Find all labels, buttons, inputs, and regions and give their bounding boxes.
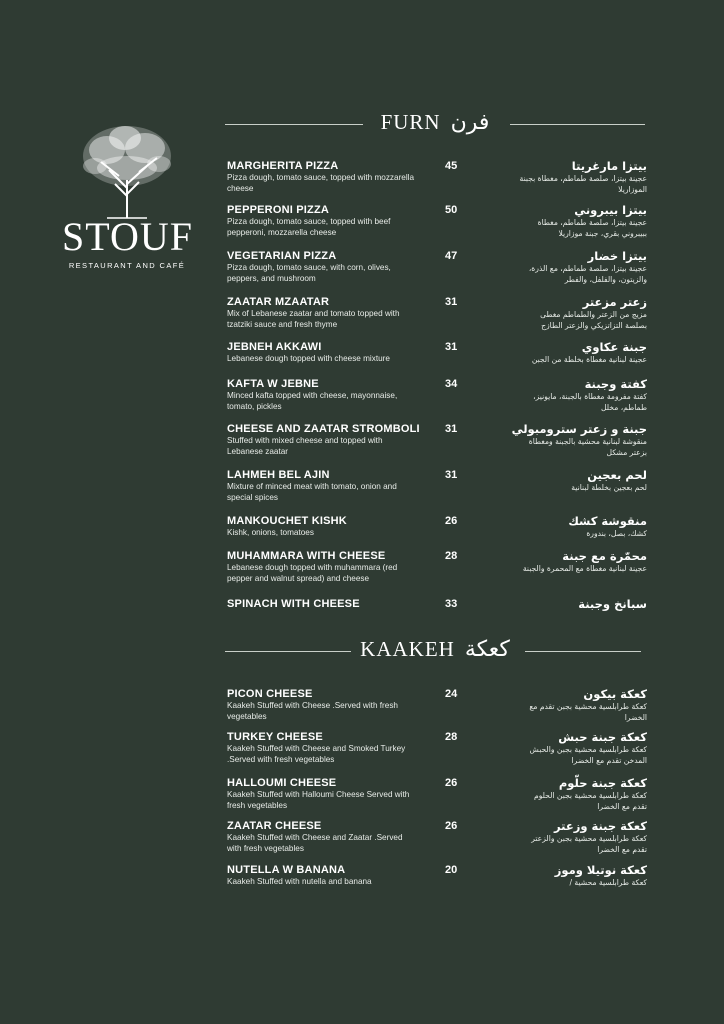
item-description: Kaakeh Stuffed with Cheese .Served with fresh vegetables	[227, 701, 398, 721]
item-description-ar: عجينة بيتزا، صلصة طماطم، مغطاة ببيبروني بقري، جبنة موزاريلا	[537, 218, 647, 238]
logo	[62, 118, 192, 270]
item-name-ar: زعتر مزعتر	[582, 295, 647, 309]
item-description: Mixture of minced meat with tomato, onion and special spices	[227, 482, 397, 502]
item-description: Lebanese dough topped with cheese mixture	[227, 354, 390, 363]
divider-right	[525, 651, 641, 652]
item-name-ar: كفتة وجبنة	[584, 377, 647, 391]
item-name-ar: كعكة جبنة وزعتر	[554, 819, 647, 833]
item-name: PICON CHEESE	[227, 688, 313, 700]
item-name-ar: محمّرة مع جبنة	[562, 549, 647, 563]
item-name-ar: بيتزا خضار	[587, 249, 647, 263]
item-description-ar: كعكة طرابلسية محشية بجبن والزعتر تقدم مع الخضرا	[531, 834, 647, 854]
item-description-ar: كعكة طرابلسية محشية /	[569, 878, 647, 887]
item-description: Kishk, onions, tomatoes	[227, 528, 314, 537]
item-description-ar: عجينة لبنانية مغطاة بخلطة من الجبن	[531, 355, 647, 364]
item-name: NUTELLA W BANANA	[227, 864, 346, 876]
section-title-ar: كعكة	[464, 637, 510, 662]
section-title-furn	[225, 110, 645, 135]
section-header-furn	[225, 110, 645, 140]
item-name: SPINACH WITH CHEESE	[227, 598, 360, 610]
section-title-en: KAAKEH	[360, 637, 455, 661]
item-price: 24	[445, 688, 458, 700]
item-name-ar: بيتزا بيبروني	[574, 203, 647, 217]
item-name: ZAATAR CHEESE	[227, 820, 322, 832]
item-description: Mix of Lebanese zaatar and tomato topped with tzatziki sauce and fresh thyme	[227, 309, 400, 329]
item-name-ar: كعكة جبنة حلّوم	[558, 776, 647, 790]
item-description-ar: لحم بعجين بخلطة لبنانية	[571, 483, 647, 492]
item-description-ar: عجينة بيتزا، صلصة طماطم، مغطاة بجبنة الموزاريلا	[519, 174, 647, 194]
item-name: JEBNEH AKKAWI	[227, 341, 322, 353]
item-price: 26	[445, 515, 458, 527]
item-description: Kaakeh Stuffed with Halloumi Cheese Served with fresh vegetables	[227, 790, 410, 810]
item-name-ar: كعكة نوتيلا وموز	[554, 863, 647, 877]
tree-icon	[67, 118, 187, 223]
item-price: 47	[445, 250, 458, 262]
item-price: 28	[445, 731, 458, 743]
item-description-ar: كعكة طرابلسية محشية بجبن الحلوم تقدم مع الخضرا	[534, 791, 647, 811]
item-name-ar: جبنة عكاوي	[581, 340, 647, 354]
item-price: 28	[445, 550, 458, 562]
item-name: MUHAMMARA WITH CHEESE	[227, 550, 386, 562]
item-name-ar: جبنة و زعتر سترومبولي	[511, 422, 647, 436]
item-description-ar: كشك، بصل، بندورة	[586, 529, 647, 538]
item-name: KAFTA W JEBNE	[227, 378, 319, 390]
section-header-kaakeh	[225, 637, 645, 667]
item-description-ar: منقوشة لبنانية محشية بالجبنة ومغطاة بزعتر مشكل	[528, 437, 647, 457]
item-name: MANKOUCHET KISHK	[227, 515, 347, 527]
item-name-ar: لحم بعجين	[587, 468, 647, 482]
divider-right	[510, 124, 645, 125]
section-title-en: FURN	[380, 110, 441, 134]
item-description: Pizza dough, tomato sauce, topped with mozzarella cheese	[227, 173, 415, 193]
item-price: 33	[445, 598, 458, 610]
item-price: 50	[445, 204, 458, 216]
item-price: 20	[445, 864, 458, 876]
item-description: Kaakeh Stuffed with Cheese and Smoked Turkey .Served with fresh vegetables	[227, 744, 406, 764]
brand-tagline: RESTAURANT AND CAFÉ	[68, 261, 186, 270]
item-name: TURKEY CHEESE	[227, 731, 323, 743]
item-description: Kaakeh Stuffed with Cheese and Zaatar .Served with fresh vegetables	[227, 833, 403, 853]
item-name: CHEESE AND ZAATAR STROMBOLI	[227, 423, 420, 435]
item-description: Minced kafta topped with cheese, mayonnaise, tomato, pickles	[227, 391, 398, 411]
item-price: 34	[445, 378, 458, 390]
item-name: MARGHERITA PIZZA	[227, 160, 339, 172]
item-name: LAHMEH BEL AJIN	[227, 469, 330, 481]
item-price: 26	[445, 777, 458, 789]
item-name: HALLOUMI CHEESE	[227, 777, 337, 789]
item-description-ar: عجينة بيتزا، صلصة طماطم، مع الذرة، والزيتون، والفلفل، والفطر	[528, 264, 647, 284]
item-name-ar: كعكة جبنة حبش	[558, 730, 647, 744]
item-price: 31	[445, 423, 458, 435]
item-name-ar: بيتزا مارغريتا	[571, 159, 647, 173]
item-description: Kaakeh Stuffed with nutella and banana	[227, 877, 372, 886]
section-title-ar: فرن	[450, 110, 490, 135]
item-name-ar: كعكة بيكون	[583, 687, 647, 701]
section-title-kaakeh	[225, 637, 645, 662]
item-name-ar: سبانخ وجبنة	[578, 597, 647, 611]
item-price: 31	[445, 296, 458, 308]
item-description: Stuffed with mixed cheese and topped with Lebanese zaatar	[227, 436, 383, 456]
item-name: PEPPERONI PIZZA	[227, 204, 330, 216]
item-name-ar: منقوشة كشك	[568, 514, 647, 528]
item-price: 45	[445, 160, 458, 172]
item-price: 31	[445, 469, 458, 481]
item-description-ar: مزيج من الزعتر والطماطم مغطى بصلصة التزاتزيكي والزعتر الطازج	[540, 310, 647, 330]
item-description: Pizza dough, tomato sauce, topped with beef pepperoni, mozzarella cheese	[227, 217, 391, 237]
item-description-ar: كعكة طرابلسية محشية بجبن تقدم مع الخضرا	[529, 702, 647, 722]
brand-name: STOUF	[62, 214, 193, 259]
item-description-ar: كفتة مفرومة مغطاة بالجبنة، مايونيز، طماطم، مخلل	[533, 392, 647, 412]
item-name: VEGETARIAN PIZZA	[227, 250, 337, 262]
item-name: ZAATAR MZAATAR	[227, 296, 330, 308]
item-description-ar: كعكة طرابلسية محشية بجبن والحبش المدخن تقدم مع الخضرا	[529, 745, 647, 765]
item-description: Lebanese dough topped with muhammara (red pepper and walnut spread) and cheese	[227, 563, 398, 583]
item-description: Pizza dough, tomato sauce, with corn, olives, peppers, and mushroom	[227, 263, 391, 283]
item-description-ar: عجينة لبنانية مغطاة مع المحمرة والجبنة	[522, 564, 647, 573]
item-price: 31	[445, 341, 458, 353]
item-price: 26	[445, 820, 458, 832]
